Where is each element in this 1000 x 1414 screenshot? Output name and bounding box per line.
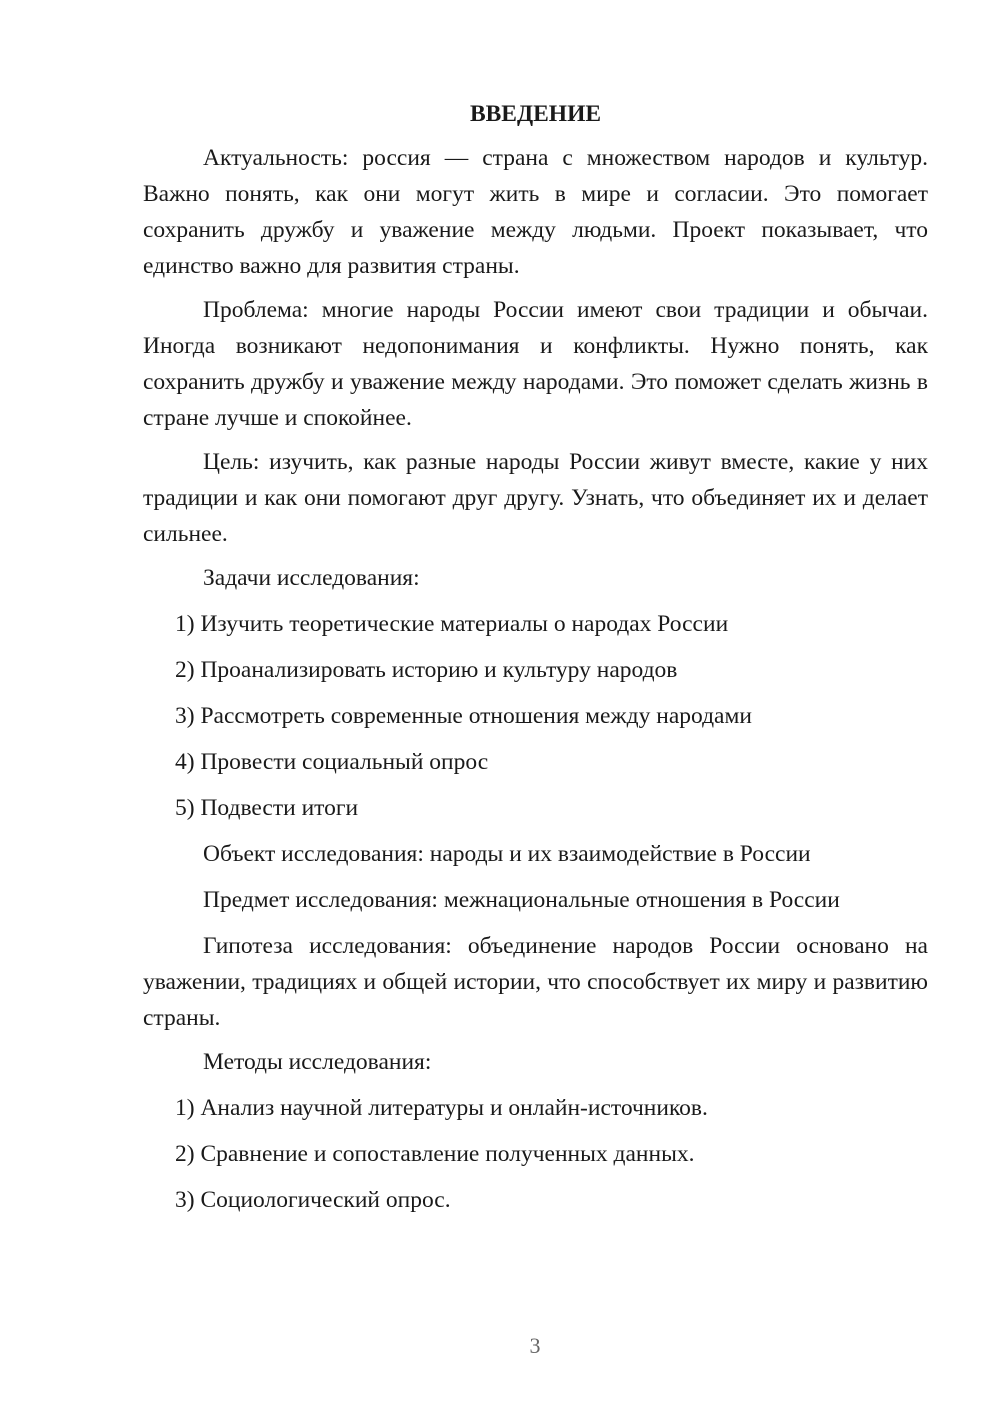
method-item: 3) Социологический опрос. [175,1187,451,1213]
method-item: 2) Сравнение и сопоставление полученных данных. [175,1141,695,1167]
research-subject: Предмет исследования: межнациональные отношения в России [203,887,840,913]
document-body [143,96,928,1228]
relevance-paragraph: Актуальность: россия — страна с множеством народов и культур. Важно понять, как они могут жить в мире и согласии. Это помогает сохранить дружбу и уважение между людьми. Проект показывает, что единство важно для развития страны. [143,145,928,279]
task-item: 2) Проанализировать историю и культуру народов [175,657,678,683]
problem-paragraph: Проблема: многие народы России имеют свои традиции и обычаи. Иногда возникают недопонимания и конфликты. Нужно понять, как сохранить дружбу и уважение между народами. Это поможет сделать жизнь в стране лучше и спокойнее. [143,297,928,431]
method-item: 1) Анализ научной литературы и онлайн-источников. [175,1095,708,1121]
methods-list [143,1090,928,1218]
task-item: 5) Подвести итоги [175,795,359,821]
task-item: 4) Провести социальный опрос [175,749,489,775]
task-item: 1) Изучить теоретические материалы о народах России [175,611,729,637]
tasks-list [143,606,928,826]
section-title: ВВЕДЕНИЕ [469,101,602,127]
goal-paragraph: Цель: изучить, как разные народы России живут вместе, какие у них традиции и как они помогают друг другу. Узнать, что объединяет их и делает сильнее. [143,449,928,547]
page-number: 3 [529,1333,541,1358]
tasks-label: Задачи исследования: [203,565,420,591]
methods-label: Методы исследования: [203,1049,432,1075]
task-item: 3) Рассмотреть современные отношения между народами [175,703,752,729]
hypothesis-paragraph: Гипотеза исследования: объединение народов России основано на уважении, традициях и общей истории, что способствует их миру и развитию страны. [143,933,928,1031]
research-object: Объект исследования: народы и их взаимодействие в России [203,841,811,867]
